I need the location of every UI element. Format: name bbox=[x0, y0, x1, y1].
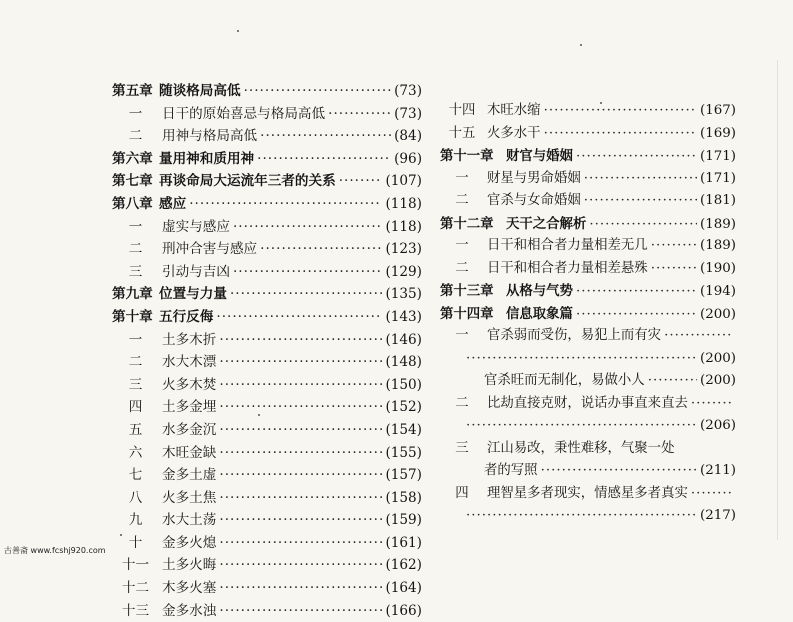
entry-page-number: (189) bbox=[699, 216, 736, 232]
dot-leader bbox=[544, 123, 697, 146]
toc-chapter-entry bbox=[112, 170, 422, 193]
toc-section-entry bbox=[112, 464, 422, 487]
entry-title: 者的写照 bbox=[484, 463, 538, 478]
dot-leader bbox=[233, 261, 382, 284]
toc-section-entry bbox=[112, 487, 422, 510]
entry-number: 十三 bbox=[121, 602, 150, 619]
toc-section-entry bbox=[440, 235, 736, 258]
entry-title: 财官与婚姻 bbox=[506, 148, 573, 164]
dot-leader bbox=[651, 235, 697, 258]
entry-number: 一 bbox=[128, 331, 143, 348]
dot-leader bbox=[584, 168, 697, 191]
toc-section-entry bbox=[112, 351, 422, 374]
entry-number: 一 bbox=[455, 328, 469, 343]
entry-number: 三 bbox=[128, 376, 143, 393]
dot-leader bbox=[339, 170, 383, 193]
toc-section-entry bbox=[112, 261, 422, 284]
entry-page-number: (96) bbox=[394, 150, 422, 167]
toc-chapter-entry bbox=[112, 306, 422, 329]
entry-title: 日干和相合者力量相差悬殊 bbox=[487, 260, 648, 276]
entry-title: 火多土焦 bbox=[162, 489, 217, 506]
entry-page-number: (129) bbox=[385, 263, 422, 280]
watermark-footer: 古善斋 www.fcshj920.com bbox=[4, 546, 106, 555]
toc-chapter-entry bbox=[112, 80, 422, 103]
entry-title: 水多金沉 bbox=[162, 421, 217, 438]
toc-section-entry bbox=[440, 123, 736, 146]
entry-page-number: (73) bbox=[394, 105, 422, 122]
entry-title: 五行反侮 bbox=[159, 308, 214, 325]
dot-leader bbox=[664, 325, 733, 348]
entry-page-number: (190) bbox=[699, 260, 736, 276]
dot-leader bbox=[219, 577, 382, 600]
dot-leader bbox=[576, 281, 697, 304]
dot-leader bbox=[189, 193, 382, 216]
entry-number: 第十一章 bbox=[440, 148, 494, 164]
toc-entry-continuation bbox=[440, 348, 736, 371]
toc-section-entry bbox=[440, 325, 736, 348]
toc-section-entry bbox=[112, 238, 422, 261]
entry-title: 木多火塞 bbox=[162, 580, 217, 597]
entry-title: 量用神和质用神 bbox=[159, 150, 255, 167]
toc-section-entry bbox=[112, 532, 422, 555]
dot-leader bbox=[219, 600, 382, 622]
entry-number: 第十三章 bbox=[440, 283, 494, 299]
dot-leader bbox=[576, 146, 697, 169]
dot-leader bbox=[230, 283, 382, 306]
toc-section-entry bbox=[440, 100, 736, 123]
entry-page-number: (157) bbox=[385, 467, 422, 484]
dot-leader bbox=[466, 505, 697, 528]
entry-page-number: (155) bbox=[385, 444, 422, 461]
entry-number: 十 bbox=[128, 534, 143, 551]
toc-chapter-entry bbox=[112, 148, 422, 171]
entry-number: 四 bbox=[455, 485, 469, 501]
entry-number: 第八章 bbox=[112, 195, 153, 212]
dot-leader bbox=[691, 393, 733, 416]
dot-leader bbox=[219, 442, 382, 465]
entry-title: 财星与男命婚姻 bbox=[487, 170, 581, 186]
entry-title: 刑冲合害与感应 bbox=[162, 241, 258, 258]
entry-page-number: (118) bbox=[385, 218, 422, 235]
dot-leader bbox=[219, 351, 382, 374]
entry-page-number: (169) bbox=[699, 125, 736, 141]
entry-number: 第九章 bbox=[112, 286, 153, 303]
entry-title: 江山易改，秉性难移，气聚一处 bbox=[487, 440, 675, 456]
entry-title: 土多火晦 bbox=[162, 557, 217, 574]
toc-section-entry bbox=[112, 216, 422, 239]
toc-chapter-entry bbox=[440, 213, 736, 236]
toc-section-entry bbox=[112, 600, 422, 622]
entry-page-number: (152) bbox=[385, 399, 422, 416]
entry-number: 十二 bbox=[121, 580, 150, 597]
entry-title: 理智星多者现实，情感星多者真实 bbox=[487, 485, 688, 501]
entry-page-number: (84) bbox=[394, 128, 422, 145]
entry-title: 官杀弱而受伤，易犯上而有灾 bbox=[487, 328, 662, 343]
toc-section-entry bbox=[112, 419, 422, 442]
dot-leader bbox=[219, 532, 382, 555]
entry-title: 从格与气势 bbox=[506, 283, 573, 299]
entry-title: 比劫直接克财，说话办事直来直去 bbox=[487, 395, 688, 411]
entry-page-number: (154) bbox=[385, 421, 422, 438]
entry-title: 虚实与感应 bbox=[162, 218, 230, 235]
dot-leader bbox=[219, 509, 382, 532]
dot-leader bbox=[219, 554, 382, 577]
entry-title: 日干的原始喜忌与格局高低 bbox=[162, 105, 326, 122]
dot-leader bbox=[219, 329, 382, 352]
toc-section-entry bbox=[112, 442, 422, 465]
entry-number: 二 bbox=[128, 354, 143, 371]
toc-entry-continuation bbox=[440, 370, 736, 393]
toc-chapter-entry bbox=[112, 283, 422, 306]
entry-number: 九 bbox=[128, 512, 143, 529]
toc-right-column bbox=[440, 100, 736, 528]
entry-title: 天干之合解析 bbox=[506, 215, 587, 232]
toc-chapter-entry bbox=[440, 145, 736, 168]
entry-number: 第十四章 bbox=[440, 305, 494, 322]
entry-page-number: (150) bbox=[385, 376, 422, 393]
toc-chapter-entry bbox=[440, 280, 736, 303]
entry-number: 三 bbox=[455, 440, 469, 456]
entry-number: 二 bbox=[455, 395, 469, 411]
entry-page-number: (217) bbox=[699, 508, 736, 523]
toc-section-entry bbox=[112, 554, 422, 577]
entry-title: 金多水浊 bbox=[162, 602, 217, 619]
toc-section-entry bbox=[112, 329, 422, 352]
entry-page-number: (171) bbox=[699, 170, 736, 186]
entry-number: 十一 bbox=[121, 557, 150, 574]
entry-number: 一 bbox=[455, 170, 469, 186]
dot-leader bbox=[648, 370, 697, 393]
entry-page-number: (161) bbox=[385, 534, 422, 551]
dot-leader bbox=[651, 258, 697, 281]
toc-section-entry bbox=[112, 577, 422, 600]
dot-leader bbox=[691, 483, 733, 506]
scan-speck bbox=[237, 30, 239, 32]
entry-page-number: (166) bbox=[385, 602, 422, 619]
entry-number: 七 bbox=[128, 467, 143, 484]
dot-leader bbox=[328, 103, 391, 126]
entry-number: 五 bbox=[128, 421, 143, 438]
entry-title: 引动与吉凶 bbox=[162, 263, 230, 280]
toc-chapter-entry bbox=[112, 193, 422, 216]
toc-section-entry bbox=[440, 258, 736, 281]
entry-page-number: (194) bbox=[699, 284, 736, 299]
entry-title: 官杀与女命婚姻 bbox=[487, 193, 581, 208]
entry-number: 十四 bbox=[448, 103, 476, 118]
entry-page-number: (148) bbox=[385, 354, 422, 371]
entry-page-number: (164) bbox=[385, 580, 422, 597]
dot-leader bbox=[576, 304, 697, 327]
dot-leader bbox=[219, 464, 382, 487]
entry-page-number: (159) bbox=[385, 512, 422, 529]
entry-number: 一 bbox=[128, 105, 143, 122]
entry-number: 十五 bbox=[448, 125, 476, 141]
entry-title: 感应 bbox=[159, 195, 187, 212]
dot-leader bbox=[219, 374, 382, 397]
toc-chapter-entry bbox=[440, 303, 736, 326]
entry-title: 再谈命局大运流年三者的关系 bbox=[159, 173, 336, 190]
toc-section-entry bbox=[112, 125, 422, 148]
dot-leader bbox=[257, 148, 391, 171]
entry-title: 木旺水缩 bbox=[487, 103, 541, 118]
entry-title: 官杀旺而无制化，易做小人 bbox=[484, 373, 645, 388]
dot-leader bbox=[589, 214, 697, 237]
entry-title: 金多火熄 bbox=[162, 534, 217, 551]
toc-section-entry bbox=[112, 374, 422, 397]
toc-section-entry bbox=[112, 509, 422, 532]
entry-number: 二 bbox=[128, 241, 143, 258]
entry-number: 第十章 bbox=[112, 308, 153, 325]
toc-left-column bbox=[112, 80, 422, 622]
entry-title: 火多水干 bbox=[487, 125, 541, 141]
toc-section-entry bbox=[440, 438, 736, 461]
toc-section-entry bbox=[112, 103, 422, 126]
entry-title: 金多土虚 bbox=[162, 467, 217, 484]
entry-title: 水大土荡 bbox=[162, 512, 217, 529]
entry-page-number: (123) bbox=[385, 241, 422, 258]
entry-page-number: (189) bbox=[699, 238, 736, 253]
entry-page-number: (206) bbox=[699, 418, 736, 433]
dot-leader bbox=[541, 460, 697, 483]
entry-page-number: (181) bbox=[699, 193, 736, 208]
entry-number: 一 bbox=[455, 238, 469, 253]
entry-page-number: (135) bbox=[385, 286, 422, 303]
entry-page-number: (158) bbox=[385, 489, 422, 506]
entry-title: 位置与力量 bbox=[159, 286, 227, 303]
dot-leader bbox=[584, 190, 697, 213]
entry-page-number: (118) bbox=[385, 195, 422, 212]
entry-number: 第七章 bbox=[112, 173, 153, 190]
entry-number: 四 bbox=[128, 399, 143, 416]
entry-title: 木旺金缺 bbox=[162, 444, 217, 461]
entry-title: 信息取象篇 bbox=[506, 305, 573, 322]
dot-leader bbox=[260, 238, 382, 261]
entry-number: 三 bbox=[128, 263, 143, 280]
entry-page-number: (73) bbox=[394, 83, 422, 99]
entry-number: 六 bbox=[128, 444, 143, 461]
entry-number: 第十二章 bbox=[440, 215, 494, 232]
toc-section-entry bbox=[440, 190, 736, 213]
entry-page-number: (200) bbox=[699, 306, 736, 322]
entry-number: 一 bbox=[128, 218, 143, 235]
entry-page-number: (107) bbox=[385, 173, 422, 190]
entry-number: 第六章 bbox=[112, 150, 153, 167]
entry-page-number: (171) bbox=[699, 149, 736, 164]
entry-number: 八 bbox=[128, 489, 143, 506]
page-edge-shadow bbox=[777, 60, 778, 540]
entry-page-number: (200) bbox=[699, 350, 736, 366]
entry-title: 日干和相合者力量相差无几 bbox=[487, 238, 648, 253]
entry-title: 用神与格局高低 bbox=[162, 128, 258, 145]
entry-number: 二 bbox=[455, 193, 469, 208]
entry-title: 土多木折 bbox=[162, 331, 217, 348]
toc-section-entry bbox=[440, 393, 736, 416]
entry-page-number: (211) bbox=[699, 463, 736, 478]
entry-number: 二 bbox=[128, 128, 143, 145]
toc-section-entry bbox=[440, 168, 736, 191]
entry-number: 二 bbox=[455, 260, 469, 276]
entry-page-number: (162) bbox=[385, 557, 422, 574]
entry-title: 随谈格局高低 bbox=[159, 83, 241, 99]
toc-entry-continuation bbox=[440, 415, 736, 438]
dot-leader bbox=[466, 348, 697, 371]
entry-page-number: (200) bbox=[699, 373, 736, 388]
toc-section-entry bbox=[440, 483, 736, 506]
dot-leader bbox=[466, 415, 697, 438]
dot-leader bbox=[544, 100, 697, 123]
scan-speck bbox=[580, 44, 582, 46]
entry-title: 土多金埋 bbox=[162, 399, 217, 416]
toc-section-entry bbox=[112, 396, 422, 419]
toc-entry-continuation bbox=[440, 505, 736, 528]
entry-page-number: (143) bbox=[385, 308, 422, 325]
entry-page-number: (146) bbox=[385, 331, 422, 348]
dot-leader bbox=[233, 216, 382, 239]
dot-leader bbox=[219, 487, 382, 510]
entry-page-number: (167) bbox=[699, 103, 736, 118]
entry-title: 水大木漂 bbox=[162, 354, 217, 371]
entry-number: 第五章 bbox=[112, 83, 153, 99]
dot-leader bbox=[216, 306, 382, 329]
dot-leader bbox=[260, 125, 391, 148]
dot-leader bbox=[219, 419, 382, 442]
toc-entry-continuation bbox=[440, 460, 736, 483]
dot-leader bbox=[219, 396, 382, 419]
dot-leader bbox=[244, 80, 392, 103]
entry-title: 火多木焚 bbox=[162, 376, 217, 393]
